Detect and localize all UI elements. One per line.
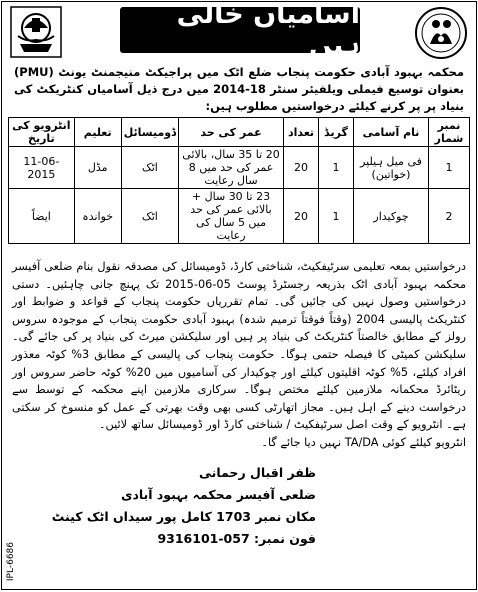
ta-da-note: انٹرویو کیلئے کوئی TA/DA نہیں دیا جائے گا۔ <box>261 435 466 449</box>
instructions-paragraph: درخواستیں بمعہ تعلیمی سرٹیفکیٹ، شناختی کارڈ، ڈومیسائل کی مصدقہ نقول بنام ضلعی آفیسر محکمہ بہبود آبادی اٹک بذریعہ رجسٹرڈ پوسٹ 05-06-2015 تک پہنچ جانی چاہئیں۔ دستی درخواستیں وصول نہیں کی جائیں گی۔ تمام تقرریاں حکومت پنجاب کے قواعد و ضوابط اور کنٹریکٹ پالیسی 2004 (وقتاً فوقتاً ترمیم شدہ) بہبود آبادی حکومت پنجاب کے موجودہ سروس رولز کے مطابق خالصتاً کنٹریکٹ کی بنیاد پر ہیں اور سلیکشن میرٹ کی بنیاد پر کی جائے گی۔ سلیکشن کمیٹی کا فیصلہ حتمی ہوگا۔ حکومت پنجاب کی پالیسی کے مطابق 3% کوٹہ معذور افراد کیلئے، 5% کوٹہ اقلیتوں کیلئے اور چوکیدار کی آسامیوں میں 20% کوٹہ حاضر سروس اور ریٹائرڈ محکمانہ ملازمین کیلئے مختص ہوگا۔ سرکاری ملازمین اپنے محکمہ کے توسط سے درخواست دینے کے اہل ہیں۔ مجاز اتھارٹی کسی بھی وقت بھرتی کے عمل کو منسوخ کر سکتی ہے۔ انٹرویو کے وقت اصل سرٹیفکیٹ / شناختی کارڈ اور ڈومیسائل ساتھ لائیں۔ <box>12 260 466 432</box>
cell-age: 23 تا 30 سال + بالائی عمر کی حد میں 5 سال کی رعایت <box>179 189 284 244</box>
ipl-code: IPL-6686 <box>6 541 16 581</box>
jobs-table <box>8 117 470 244</box>
page-title: آسامیاں خالی ہیں <box>120 7 360 53</box>
cell-age: 20 تا 35 سال، بالائی عمر کی حد میں 8 سال رعایت <box>179 147 284 189</box>
officer-designation: ضلعی آفیسر محکمہ بہبود آبادی <box>121 486 316 502</box>
table-row <box>9 147 470 189</box>
population-welfare-logo-icon <box>414 6 468 60</box>
cell-post: فی میل ہیلپر (خواتین) <box>354 147 429 189</box>
cell-education: مڈل <box>74 147 121 189</box>
header <box>2 2 476 62</box>
col-header-grade: گریڈ <box>319 118 354 147</box>
table-row <box>9 189 470 244</box>
table-header-row <box>9 118 470 147</box>
cell-count: 20 <box>284 147 319 189</box>
col-header-post: نام آسامی <box>354 118 429 147</box>
col-header-serial: نمبر شمار <box>429 118 470 147</box>
signature-block <box>2 462 476 550</box>
advertisement-page <box>1 1 477 590</box>
cell-interview-date: 11-06-2015 <box>9 147 75 189</box>
cell-serial: 2 <box>429 189 470 244</box>
cell-grade: 1 <box>319 147 354 189</box>
officer-name: ظفر اقبال رحمانی <box>199 464 316 480</box>
col-header-interview-date: انٹرویو کی تاریخ <box>9 118 75 147</box>
col-header-domicile: ڈومیسائل <box>121 118 178 147</box>
cell-grade: 1 <box>319 189 354 244</box>
col-header-education: تعلیم <box>74 118 121 147</box>
phone-number: فون نمبر: 057-9316101 <box>157 530 316 546</box>
intro-text: محکمہ بہبود آبادی حکومت پنجاب ضلع اٹک میں پراجیکٹ منیجمنٹ یونٹ (PMU) بعنوان توسیع فیملی ویلفیئر سنٹر 18-2014 میں درج ذیل آسامیاں کنٹریکٹ کی بنیاد پر پر کرنے کیلئے درخواستیں مطلوب ہیں: <box>14 65 464 113</box>
cell-serial: 1 <box>429 147 470 189</box>
cell-education: خواندہ <box>74 189 121 244</box>
punjab-government-logo-icon <box>10 6 62 58</box>
cell-post: چوکیدار <box>354 189 429 244</box>
col-header-age: عمر کی حد <box>179 118 284 147</box>
cell-count: 20 <box>284 189 319 244</box>
col-header-count: تعداد <box>284 118 319 147</box>
cell-domicile: اٹک <box>121 189 178 244</box>
office-address: مکان نمبر 1703 کامل پور سیداں اٹک کینٹ <box>51 508 316 524</box>
cell-interview-date: ایضاً <box>9 189 75 244</box>
instructions-text <box>2 258 476 452</box>
cell-domicile: اٹک <box>121 147 178 189</box>
